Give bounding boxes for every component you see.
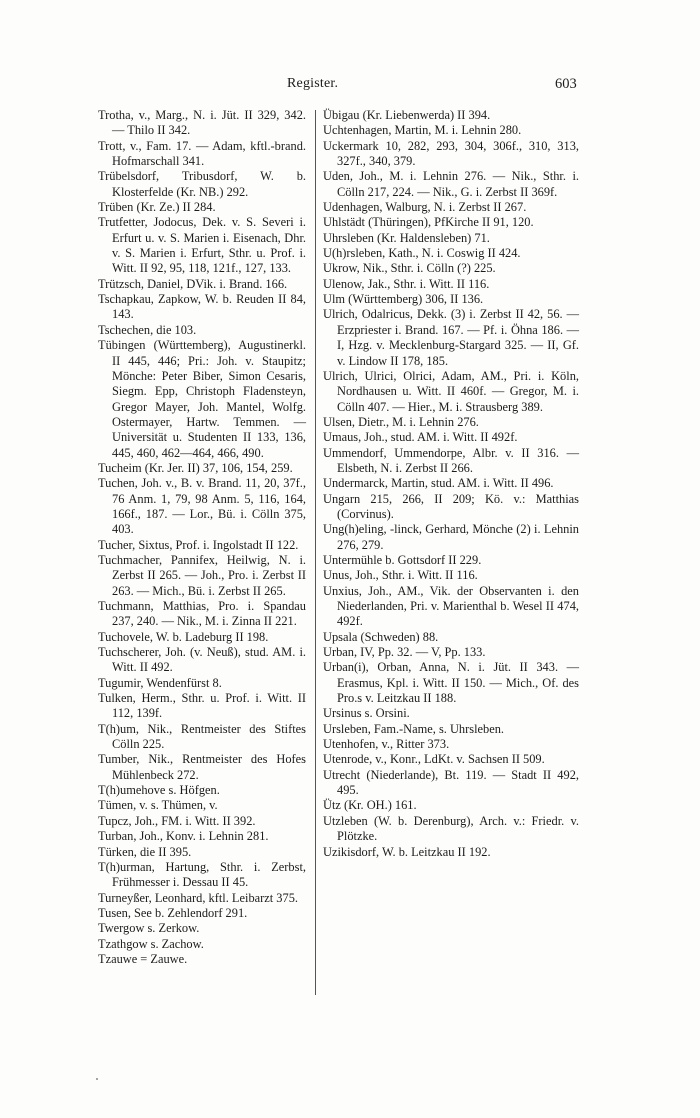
index-entry: Utenhofen, v., Ritter 373. bbox=[323, 737, 450, 752]
column-divider bbox=[315, 110, 316, 995]
index-entry: Utzleben (W. b. Derenburg), Arch. v.: Friedr. v. Plötzke. bbox=[323, 813, 579, 844]
index-entry: Untermühle b. Gottsdorf II 229. bbox=[323, 552, 482, 567]
index-entry: Tzauwe = Zauwe. bbox=[98, 951, 188, 966]
index-entry: Trützsch, Daniel, DVik. i. Brand. 166. bbox=[98, 276, 288, 291]
index-entry: Tschechen, die 103. bbox=[98, 322, 197, 337]
index-entry: Twergow s. Zerkow. bbox=[98, 921, 200, 936]
index-entry: Tuchmann, Matthias, Pro. i. Spandau 237, 240. — Nik., M. i. Zinna II 221. bbox=[98, 599, 306, 629]
index-entry: Ukrow, Nik., Sthr. i. Cölln (?) 225. bbox=[323, 261, 496, 276]
index-entry: Ütz (Kr. OH.) 161. bbox=[323, 798, 417, 813]
index-entry: Ungarn 215, 266, II 209; Kö. v.: Matthias (Corvinus). bbox=[323, 491, 579, 521]
index-entry: Übigau (Kr. Liebenwerda) II 394. bbox=[323, 108, 491, 122]
index-entry: Ulsen, Dietr., M. i. Lehnin 276. bbox=[323, 414, 479, 429]
index-entry: Tzathgow s. Zachow. bbox=[98, 936, 204, 951]
index-entry: T(h)um, Nik., Rentmeister des Stiftes Cölln 225. bbox=[98, 721, 306, 752]
index-entry: Tucheim (Kr. Jer. II) 37, 106, 154, 259. bbox=[98, 460, 293, 475]
index-entry: Uhrsleben (Kr. Haldensleben) 71. bbox=[323, 230, 490, 245]
index-entry: Ummendorf, Ummendorpe, Albr. v. II 316. — Elsbeth, N. i. Zerbst II 266. bbox=[323, 445, 579, 475]
index-entry: U(h)rsleben, Kath., N. i. Coswig II 424. bbox=[323, 246, 521, 261]
index-entry: Umaus, Joh., stud. AM. i. Witt. II 492f. bbox=[323, 430, 518, 445]
index-entry: Trutfetter, Jodocus, Dek. v. S. Severi i. Erfurt u. v. S. Marien i. Eisenach, Dhr. v. S. Marien i. Erfurt, Sthr. u. Prof. i. Witt. II 92, 95, 118, 121f., 127, 133. bbox=[98, 215, 306, 276]
index-entry: Urban, IV, Pp. 32. — V, Pp. 133. bbox=[323, 645, 486, 660]
index-entry: Utenrode, v., Konr., LdKt. v. Sachsen II 509. bbox=[323, 752, 545, 767]
index-entry: Trotha, v., Marg., N. i. Jüt. II 329, 342. — Thilo II 342. bbox=[98, 108, 306, 138]
index-entry: Tucher, Sixtus, Prof. i. Ingolstadt II 122. bbox=[98, 537, 299, 552]
index-entry: Urban(i), Orban, Anna, N. i. Jüt. II 343. — Erasmus, Kpl. i. Witt. II 150. — Mich., Of. des Pro.s v. Leitzkau II 188. bbox=[323, 660, 579, 706]
index-entry: Tuchmacher, Pannifex, Heilwig, N. i. Zerbst II 265. — Joh., Pro. i. Zerbst II 263. — Mich., Bü. i. Zerbst II 265. bbox=[98, 552, 306, 598]
left-column bbox=[98, 108, 306, 967]
index-entry: Tupcz, Joh., FM. i. Witt. II 392. bbox=[98, 813, 256, 828]
index-entry: Udenhagen, Walburg, N. i. Zerbst II 267. bbox=[323, 200, 527, 215]
index-entry: Uckermark 10, 282, 293, 304, 306f., 310, 313, 327f., 340, 379. bbox=[323, 138, 579, 169]
index-entry: Uchtenhagen, Martin, M. i. Lehnin 280. bbox=[323, 123, 522, 138]
index-entry: T(h)urman, Hartung, Sthr. i. Zerbst, Frühmesser i. Dessau II 45. bbox=[98, 859, 306, 890]
index-entry: Turneyßer, Leonhard, kftl. Leibarzt 375. bbox=[98, 890, 298, 905]
index-entry: Tusen, See b. Zehlendorf 291. bbox=[98, 905, 248, 920]
index-entry: Utrecht (Niederlande), Bt. 119. — Stadt II 492, 495. bbox=[323, 767, 579, 798]
index-entry: Ulrich, Ulrici, Olrici, Adam, AM., Pri. i. Köln, Nordhausen u. Witt. II 460f. — Gregor, M. i. Cölln 407. — Hier., M. i. Strausberg 389. bbox=[323, 368, 579, 414]
index-entry: Tuchscherer, Joh. (v. Neuß), stud. AM. i. Witt. II 492. bbox=[98, 645, 306, 675]
index-entry: Undermarck, Martin, stud. AM. i. Witt. II 496. bbox=[323, 476, 554, 491]
index-entry: Tübingen (Württemberg), Augustinerkl. II 445, 446; Pri.: Joh. v. Staupitz; Mönche: Peter Biber, Simon Cesaris, Siegm. Epp, Christoph Fladensteyn, Gregor Mayer, Joh. Mantel, Wolfg. Ostermayer, Hartw. Temmen. — Universität u. Studenten II 133, 136, 445, 460, 462—464, 466, 490. bbox=[98, 338, 306, 460]
index-entry: Tschapkau, Zapkow, W. b. Reuden II 84, 143. bbox=[98, 292, 306, 322]
index-entry: Tugumir, Wendenfürst 8. bbox=[98, 675, 222, 690]
page-title: Register. bbox=[287, 76, 339, 91]
index-entry: Tumber, Nik., Rentmeister des Hofes Mühlenbeck 272. bbox=[98, 752, 306, 782]
stray-mark bbox=[96, 1078, 98, 1080]
right-column bbox=[323, 108, 579, 860]
index-entry: T(h)umehove s. Höfgen. bbox=[98, 783, 220, 798]
index-entry: Trott, v., Fam. 17. — Adam, kftl.-brand. Hofmarschall 341. bbox=[98, 138, 306, 169]
index-entry: Uzikisdorf, W. b. Leitzkau II 192. bbox=[323, 844, 491, 859]
index-entry: Ulenow, Jak., Sthr. i. Witt. II 116. bbox=[323, 276, 490, 291]
index-entry: Ung(h)eling, -linck, Gerhard, Mönche (2) i. Lehnin 276, 279. bbox=[323, 522, 579, 552]
index-entry: Uden, Joh., M. i. Lehnin 276. — Nik., Sthr. i. Cölln 217, 224. — Nik., G. i. Zerbst II 369f. bbox=[323, 169, 579, 199]
index-entry: Trübelsdorf, Tribusdorf, W. b. Klosterfelde (Kr. NB.) 292. bbox=[98, 169, 306, 199]
index-entry: Unus, Joh., Sthr. i. Witt. II 116. bbox=[323, 568, 478, 583]
page-number: 603 bbox=[555, 76, 577, 92]
index-entry: Tulken, Herm., Sthr. u. Prof. i. Witt. II 112, 139f. bbox=[98, 691, 306, 721]
index-entry: Uhlstädt (Thüringen), PfKirche II 91, 120. bbox=[323, 215, 534, 230]
index-entry: Upsala (Schweden) 88. bbox=[323, 629, 439, 644]
index-entry: Ursleben, Fam.-Name, s. Uhrsleben. bbox=[323, 721, 504, 736]
running-head bbox=[0, 76, 700, 96]
index-entry: Ulrich, Odalricus, Dekk. (3) i. Zerbst II 42, 56. — Erzpriester i. Brand. 167. — Pf. i. Öhna 186. — I, Hzg. v. Mecklenburg-Stargard 325. — II, Gf. v. Lindow II 178, 185. bbox=[323, 307, 579, 368]
index-entry: Turban, Joh., Konv. i. Lehnin 281. bbox=[98, 829, 269, 844]
index-entry: Tuchen, Joh. v., B. v. Brand. 11, 20, 37f., 76 Anm. 1, 79, 98 Anm. 5, 116, 164, 166f., 187. — Lor., Bü. i. Cölln 375, 403. bbox=[98, 476, 306, 537]
index-entry: Ursinus s. Orsini. bbox=[323, 706, 410, 721]
index-entry: Türken, die II 395. bbox=[98, 844, 192, 859]
index-entry: Tuchovele, W. b. Ladeburg II 198. bbox=[98, 629, 269, 644]
index-entry: Trüben (Kr. Ze.) II 284. bbox=[98, 200, 216, 215]
index-entry: Tümen, v. s. Thümen, v. bbox=[98, 798, 218, 813]
index-entry: Unxius, Joh., AM., Vik. der Observanten i. den Niederlanden, Pri. v. Marienthal b. Wesel II 474, 492f. bbox=[323, 583, 579, 629]
index-entry: Ulm (Württemberg) 306, II 136. bbox=[323, 292, 484, 307]
